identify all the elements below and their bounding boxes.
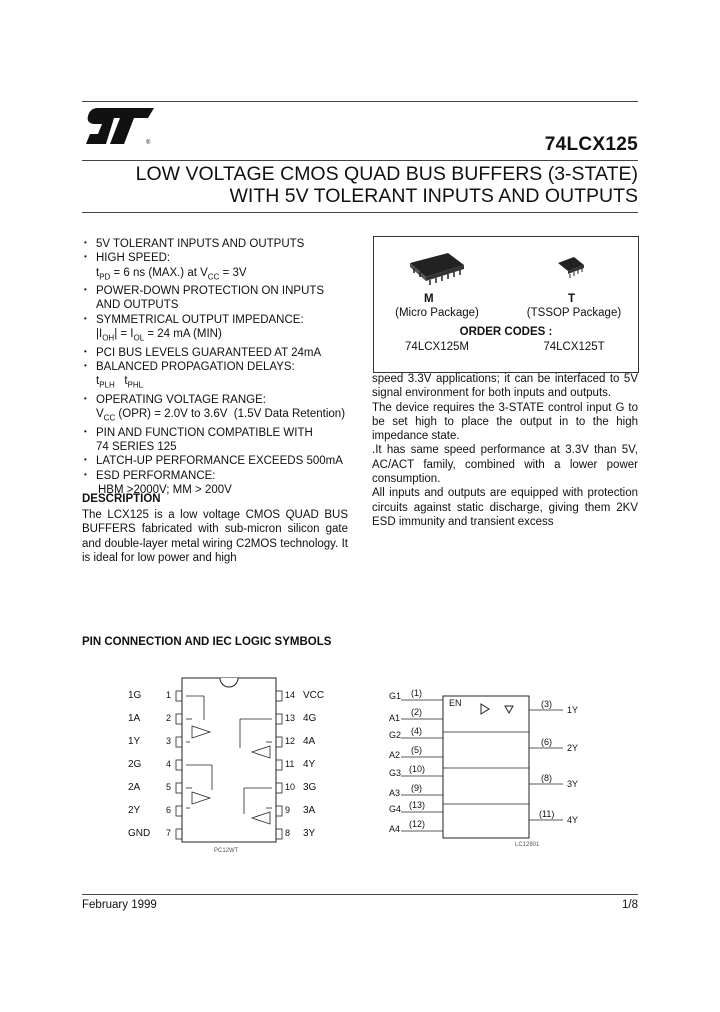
iec-input-num: (9) bbox=[411, 783, 422, 793]
title-line2: WITH 5V TOLERANT INPUTS AND OUTPUTS bbox=[229, 185, 638, 207]
pin-label-left: 2Y bbox=[128, 805, 141, 816]
pin-section-heading: PIN CONNECTION AND IEC LOGIC SYMBOLS bbox=[82, 636, 332, 648]
header-rule-mid bbox=[82, 160, 638, 161]
feature-item: • OPERATING VOLTAGE RANGE: bbox=[82, 393, 360, 407]
iec-input-label: G3 bbox=[389, 768, 402, 778]
iec-input-label: G2 bbox=[389, 730, 402, 740]
pin-num-left: 6 bbox=[166, 805, 172, 815]
feature-sub: $t_{PD} = 6$ ns (MAX.) at $V_{CC} = 3V$ bbox=[96, 266, 247, 281]
feature-sub: HBM >2000V; MM > 200V bbox=[98, 483, 232, 496]
pin-label-right: 4A bbox=[303, 736, 316, 747]
ic-caption: PC12WT bbox=[214, 848, 239, 854]
iec-logic-symbol bbox=[385, 686, 595, 856]
iec-input-label: A2 bbox=[389, 750, 401, 760]
pin-num-right: 9 bbox=[285, 805, 291, 815]
iec-input-num: (1) bbox=[411, 688, 422, 698]
pin-num-right: 12 bbox=[285, 736, 296, 746]
feature-item: • LATCH-UP PERFORMANCE EXCEEDS 500mA bbox=[82, 454, 360, 468]
pin-label-right: 4Y bbox=[303, 759, 316, 770]
iec-output-label: 3Y bbox=[567, 779, 579, 789]
pin-label-right: 3G bbox=[303, 782, 317, 793]
pin-num-left: 2 bbox=[166, 713, 172, 723]
order-codes-label: ORDER CODES : bbox=[459, 326, 553, 338]
pin-label-left: 1A bbox=[128, 713, 141, 724]
footer-page: 1/8 bbox=[622, 899, 638, 911]
pin-num-left: 4 bbox=[166, 759, 172, 769]
description-para: All inputs and outputs are equipped with protection circuits against static discharge, giving them 2KV ESD immunity and transient excess bbox=[372, 487, 638, 528]
feature-item: • BALANCED PROPAGATION DELAYS: bbox=[82, 360, 360, 374]
iec-input-num: (10) bbox=[409, 764, 426, 774]
feature-item: • ESD PERFORMANCE: bbox=[82, 469, 360, 483]
iec-output-num: (8) bbox=[541, 773, 552, 783]
feature-sub: AND OUTPUTS bbox=[96, 299, 179, 312]
description-para: speed 3.3V applications; it can be interfaced to 5V signal environment for both inputs and outputs. bbox=[372, 373, 638, 400]
iec-input-num: (13) bbox=[409, 800, 426, 810]
description-heading: DESCRIPTION bbox=[82, 493, 161, 505]
pin-label-left: 1Y bbox=[128, 736, 141, 747]
iec-input-num: (4) bbox=[411, 726, 422, 736]
iec-input-label: A4 bbox=[389, 824, 401, 834]
pin-num-left: 7 bbox=[166, 828, 172, 838]
pin-label-left: GND bbox=[128, 828, 151, 839]
pin-num-left: 1 bbox=[166, 690, 172, 700]
iec-input-label: A1 bbox=[389, 713, 401, 723]
micro-label: (Micro Package) bbox=[395, 307, 479, 319]
svg-text:®: ® bbox=[146, 140, 151, 146]
tssop-label: (TSSOP Package) bbox=[526, 307, 622, 319]
footer-date: February 1999 bbox=[82, 899, 157, 911]
tssop-letter: T bbox=[568, 293, 576, 305]
iec-input-label: A3 bbox=[389, 788, 401, 798]
pin-label-right: 3Y bbox=[303, 828, 316, 839]
iec-output-num: (6) bbox=[541, 737, 552, 747]
tssop-package-image bbox=[554, 253, 588, 283]
pin-label-left: 1G bbox=[128, 690, 142, 701]
order-code-m: 74LCX125M bbox=[405, 341, 469, 353]
pin-label-right: VCC bbox=[303, 690, 325, 701]
feature-item: • PIN AND FUNCTION COMPATIBLE WITH bbox=[82, 426, 360, 440]
order-code-t: 74LCX125T bbox=[543, 341, 605, 353]
micro-letter: M bbox=[424, 293, 434, 305]
header-rule-bottom bbox=[82, 212, 638, 213]
ic-pin-diagram bbox=[120, 676, 330, 856]
feature-list bbox=[82, 237, 360, 497]
iec-en-label: EN bbox=[449, 698, 462, 708]
pin-num-right: 10 bbox=[285, 782, 296, 792]
pin-num-left: 3 bbox=[166, 736, 172, 746]
description-para: The device requires the 3-STATE control input G to be set high to place the output in to the high impedance state. bbox=[372, 401, 638, 443]
iec-input-num: (5) bbox=[411, 745, 422, 755]
pin-num-right: 13 bbox=[285, 713, 296, 723]
feature-sub: $t_{PLH}$ $t_{PHL}$ bbox=[96, 375, 144, 390]
soic-package-image bbox=[404, 247, 468, 287]
feature-sub: $|I_{OH}| = I_{OL} = 24$ mA (MIN) bbox=[96, 328, 222, 343]
pin-label-left: 2A bbox=[128, 782, 141, 793]
feature-item: • HIGH SPEED: bbox=[82, 251, 360, 265]
feature-item: • PCI BUS LEVELS GUARANTEED AT 24mA bbox=[82, 346, 360, 360]
iec-input-label: G4 bbox=[389, 804, 402, 814]
iec-output-num: (11) bbox=[539, 809, 555, 819]
description-para: .It has same speed performance at 3.3V than 5V, AC/ACT family, combined with a lower power consumption. bbox=[372, 444, 638, 486]
iec-input-num: (2) bbox=[411, 707, 422, 717]
package-box bbox=[373, 236, 639, 373]
description-text: The LCX125 is a low voltage CMOS QUAD BUS BUFFERS fabricated with sub-micron silicon gate and double-layer metal wiring C2MOS technology. It is ideal for low power and high bbox=[82, 509, 348, 564]
feature-sub: 74 SERIES 125 bbox=[96, 441, 177, 454]
iec-output-label: 2Y bbox=[567, 743, 579, 753]
iec-output-num: (3) bbox=[541, 699, 552, 709]
pin-label-left: 2G bbox=[128, 759, 142, 770]
iec-input-label: G1 bbox=[389, 691, 402, 701]
iec-output-label: 4Y bbox=[567, 815, 579, 825]
title-line1: LOW VOLTAGE CMOS QUAD BUS BUFFERS (3-STATE) bbox=[135, 163, 638, 185]
pin-num-right: 8 bbox=[285, 828, 291, 838]
footer-rule bbox=[82, 894, 638, 895]
iec-caption: LC12801 bbox=[515, 842, 540, 848]
header-rule-top bbox=[82, 101, 638, 102]
pin-label-right: 3A bbox=[303, 805, 316, 816]
feature-item: • SYMMETRICAL OUTPUT IMPEDANCE: bbox=[82, 313, 360, 327]
description-right bbox=[372, 372, 638, 529]
part-number: 74LCX125 bbox=[544, 134, 638, 155]
ic-body bbox=[120, 676, 330, 856]
pin-num-left: 5 bbox=[166, 782, 172, 792]
feature-item: • 5V TOLERANT INPUTS AND OUTPUTS bbox=[82, 237, 360, 251]
iec-input-num: (12) bbox=[409, 819, 426, 829]
pin-num-right: 11 bbox=[285, 759, 295, 769]
iec-output-label: 1Y bbox=[567, 705, 579, 715]
pin-num-right: 14 bbox=[285, 690, 296, 700]
st-logo bbox=[84, 104, 156, 148]
st-logo-shape bbox=[86, 108, 154, 144]
pin-label-right: 4G bbox=[303, 713, 317, 724]
feature-item: • POWER-DOWN PROTECTION ON INPUTS bbox=[82, 284, 360, 298]
feature-sub: $V_{CC}$ (OPR) = 2.0V to 3.6V (1.5V Data Retention) bbox=[96, 408, 346, 423]
